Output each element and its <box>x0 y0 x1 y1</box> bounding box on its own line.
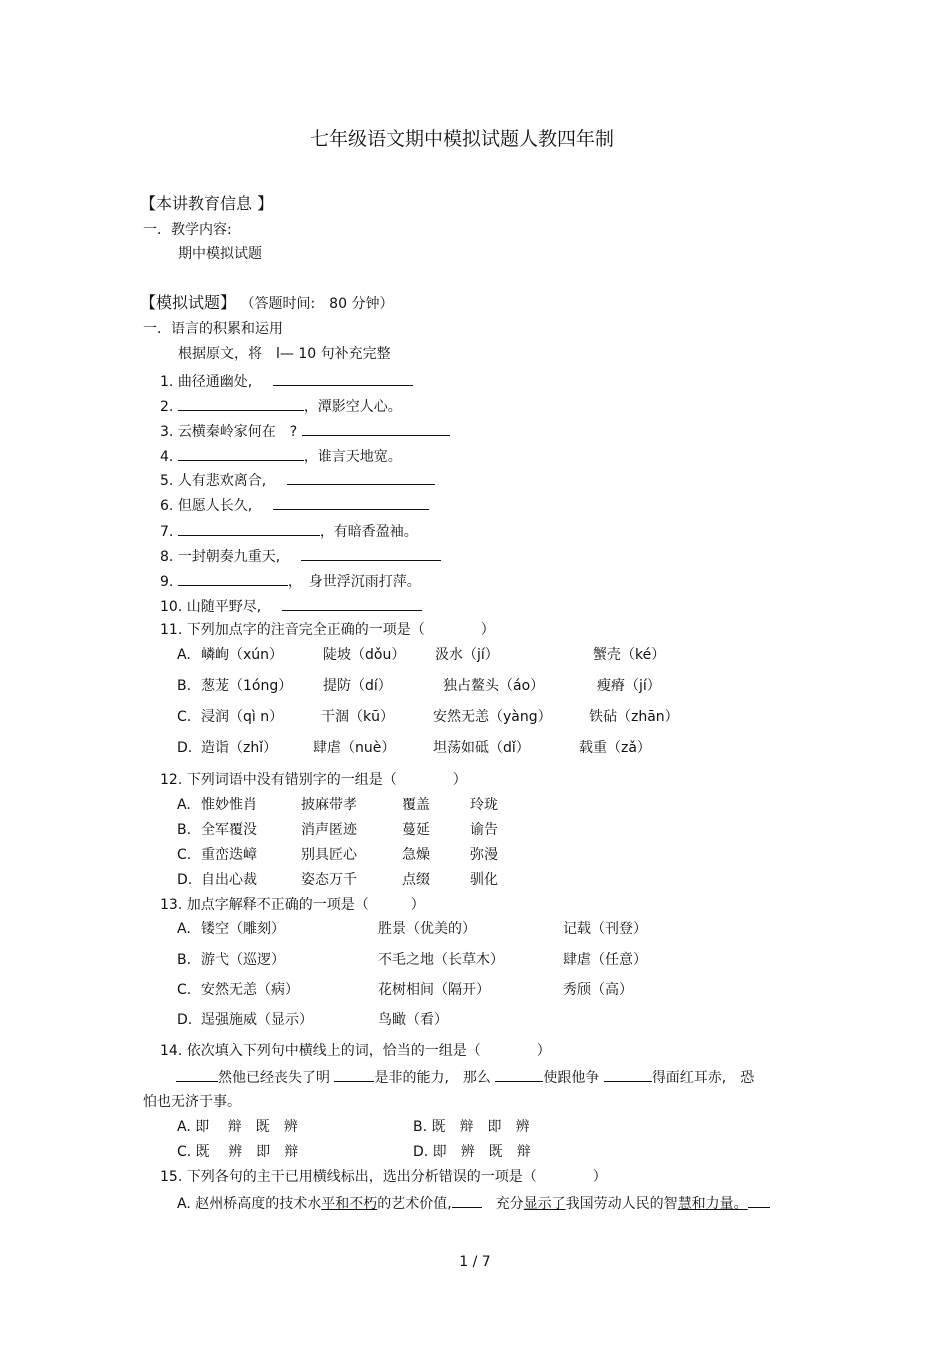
fill-question-10: 10. 山随平野尽, <box>160 597 422 616</box>
mock-header: 【模拟试题】 <box>140 293 237 312</box>
info-header: 【本讲教育信息 】 <box>140 194 274 213</box>
answer-blank[interactable] <box>273 372 413 386</box>
fill-question-1: 1. 曲径通幽处, <box>160 372 413 391</box>
answer-blank[interactable] <box>604 1068 652 1082</box>
q12-option-d[interactable]: D. 自出心裁 姿态万千 点缀 驯化 <box>177 872 498 888</box>
q14-option-c[interactable]: C. 既 辨 即 辩 <box>177 1144 299 1160</box>
q12-option-a[interactable]: A. 惟妙惟肖 披麻带孝 覆盖 玲珑 <box>177 797 498 813</box>
answer-blank[interactable] <box>178 397 304 411</box>
answer-blank[interactable] <box>178 572 288 586</box>
mock-header-line <box>140 294 393 313</box>
page-number: 1 / 7 <box>459 1254 491 1270</box>
q15-option-a[interactable]: A. 赵州桥高度的技术水平和不朽的艺术价值, 充分显示了我国劳动人民的智慧和力量。 <box>177 1194 770 1213</box>
q11-option-d[interactable]: D. 造诣（zhǐ） 肆虐（nuè） 坦荡如砥（dǐ） 载重（zǎ） <box>177 740 651 756</box>
teach-content: 期中模拟试题 <box>178 246 262 262</box>
q12-option-c[interactable]: C. 重峦迭嶂 别具匠心 急燥 弥漫 <box>177 847 498 863</box>
fill-question-5: 5. 人有悲欢离合, <box>160 471 435 490</box>
q11-option-c[interactable]: C. 浸润（qì n） 干涸（kū） 安然无恙（yàng） 铁砧（zhān） <box>177 709 679 725</box>
q15-stem: 15. 下列各句的主干已用横线标出，选出分析错误的一项是（ ） <box>160 1169 607 1185</box>
q14-sentence-cont: 怕也无济于事。 <box>143 1094 241 1110</box>
fill-question-4: 4. ，谁言天地宽。 <box>160 449 402 465</box>
teach-label: 一．教学内容: <box>143 222 232 238</box>
q14-stem: 14. 依次填入下列句中横线上的词，恰当的一组是（ ） <box>160 1043 551 1059</box>
answer-blank[interactable] <box>287 471 435 485</box>
answer-blank[interactable] <box>176 1068 218 1082</box>
answer-blank[interactable] <box>495 1068 543 1082</box>
fill-question-6: 6. 但愿人长久, <box>160 496 429 515</box>
fill-question-2: 2. ，潭影空人心。 <box>160 399 402 415</box>
fill-question-7: 7. ，有暗香盈袖。 <box>160 524 418 540</box>
q13-option-d[interactable]: D. 逞强施威（显示） 鸟瞰（看） <box>177 1012 448 1028</box>
answer-blank[interactable] <box>178 447 304 461</box>
q14-option-b[interactable]: B. 既 辩 即 辨 <box>413 1119 530 1135</box>
answer-blank[interactable] <box>282 597 422 611</box>
answer-blank[interactable] <box>178 522 320 536</box>
q12-stem: 12. 下列词语中没有错别字的一组是（ ） <box>160 772 467 788</box>
q14-sentence: 然他已经丧失了明 是非的能力, 那么 使跟他争 得面红耳赤, 恐 <box>176 1068 754 1087</box>
mock-time: （答题时间: 80 分钟） <box>240 296 394 312</box>
instruction: 根据原文，将 l— 10 句补充完整 <box>178 346 391 362</box>
fill-question-8: 8. 一封朝奏九重天, <box>160 547 441 566</box>
part1-heading: 一．语言的积累和运用 <box>143 321 283 337</box>
q13-option-c[interactable]: C. 安然无恙（病） 花树相间（隔开） 秀颀（高） <box>177 982 633 998</box>
answer-blank[interactable] <box>301 547 441 561</box>
answer-blank[interactable] <box>273 496 429 510</box>
q13-option-b[interactable]: B. 游弋（巡逻） 不毛之地（长草木） 肆虐（任意） <box>177 952 647 968</box>
q13-stem: 13. 加点字解释不正确的一项是（ ） <box>160 897 425 913</box>
q14-option-a[interactable]: A. 即 辩 既 辨 <box>177 1119 298 1135</box>
q12-option-b[interactable]: B. 全军覆没 消声匿迹 蔓延 谕告 <box>177 822 498 838</box>
q13-option-a[interactable]: A. 镂空（雕刻） 胜景（优美的） 记载（刊登） <box>177 921 647 937</box>
fill-question-3: 3. 云横秦岭家何在 ? <box>160 422 450 441</box>
q11-stem: 11. 下列加点字的注音完全正确的一项是（ ） <box>160 622 495 638</box>
q11-option-b[interactable]: B. 葱茏（1óng） 提防（dí） 独占鳌头（áo） 瘦瘠（jí） <box>177 678 661 694</box>
q14-option-d[interactable]: D. 即 辨 既 辩 <box>413 1144 531 1160</box>
fill-question-9: 9. ， 身世浮沉雨打萍。 <box>160 574 421 590</box>
page-title: 七年级语文期中模拟试题人教四年制 <box>310 128 615 150</box>
answer-blank[interactable] <box>334 1068 374 1082</box>
answer-blank[interactable] <box>302 422 450 436</box>
q11-option-a[interactable]: A. 嶙峋（xún） 陡坡（dǒu） 汲水（jí） 蟹壳（ké） <box>177 647 666 663</box>
